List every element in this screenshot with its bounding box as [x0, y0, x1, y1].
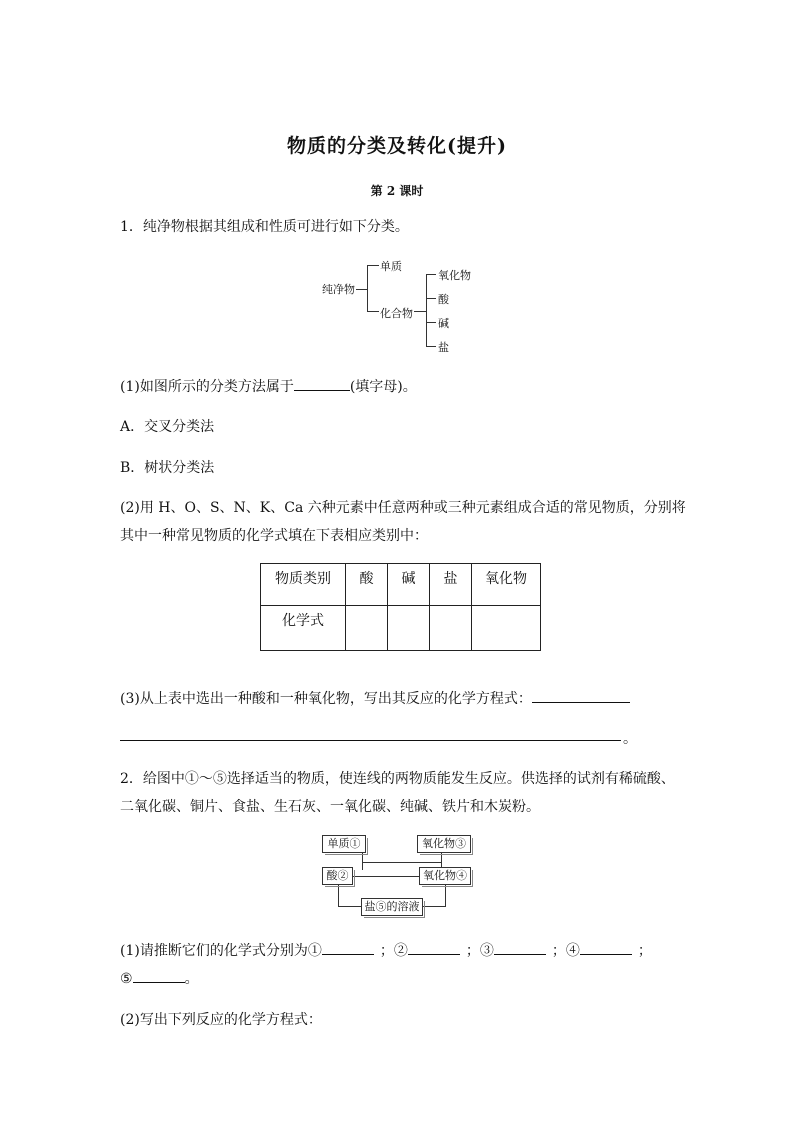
table-header-cell: 物质类别	[261, 564, 346, 606]
page-subtitle: 第 2 课时	[370, 184, 424, 198]
tree-node-oxide: 氧化物	[438, 269, 471, 282]
q2-sep: ；④	[551, 943, 580, 959]
table-row-label: 化学式	[261, 606, 346, 651]
q2-circle5: ⑤	[120, 971, 133, 987]
q1-part1-suffix: (填字母)。	[349, 379, 417, 395]
diagram-box-salt-solution: 盐⑤的溶液	[361, 898, 423, 916]
q2-sep: ；③	[465, 943, 494, 959]
q1-part3-text: (3)从上表中选出一种酸和一种氧化物，写出其反应的化学方程式：	[120, 691, 532, 707]
answer-blank[interactable]	[580, 940, 632, 955]
tree-node-salt: 盐	[438, 341, 449, 354]
tree-root: 纯净物	[322, 283, 355, 296]
q2-sep: ；	[637, 943, 652, 959]
table-cell-oxide[interactable]	[472, 606, 541, 651]
tree-connector	[414, 311, 426, 312]
table-cell-salt[interactable]	[430, 606, 472, 651]
diagram-box-acid: 酸②	[322, 867, 353, 885]
q1-part1	[120, 376, 417, 396]
table-header-cell: 酸	[346, 564, 388, 606]
table-cell-acid[interactable]	[346, 606, 388, 651]
table-cell-base[interactable]	[388, 606, 430, 651]
tree-connector	[426, 274, 436, 275]
table-header-cell: 碱	[388, 564, 430, 606]
answer-blank[interactable]	[494, 940, 546, 955]
table-header-cell: 盐	[430, 564, 472, 606]
tree-connector	[367, 265, 368, 312]
q2-part1	[120, 940, 652, 960]
diagram-box-oxide3: 氧化物③	[417, 835, 471, 853]
q1-part2-line1: (2)用 H、O、S、N、K、Ca 六种元素中任意两种或三种元素组成合适的常见物质，分别将	[120, 500, 686, 516]
diagram-connector	[362, 862, 442, 863]
tree-connector	[426, 322, 436, 323]
tree-connector	[426, 274, 427, 347]
answer-blank[interactable]	[133, 968, 185, 983]
table-row	[261, 606, 541, 651]
q1-part3	[120, 688, 630, 708]
option-b: B．树状分类法	[120, 460, 215, 476]
answer-blank[interactable]	[408, 940, 460, 955]
q1-stem: 1．纯净物根据其组成和性质可进行如下分类。	[120, 219, 409, 235]
tree-node-base: 碱	[438, 317, 449, 330]
answer-blank[interactable]	[532, 688, 630, 703]
tree-connector	[426, 346, 436, 347]
period: 。	[623, 731, 637, 747]
period: 。	[184, 971, 199, 987]
q2-stem-line1: 2．给图中①～⑤选择适当的物质，使连线的两物质能发生反应。供选择的试剂有稀硫酸、	[120, 771, 675, 787]
diagram-box-oxide4: 氧化物④	[419, 867, 471, 885]
answer-line[interactable]	[120, 740, 621, 741]
classification-table	[260, 563, 541, 651]
answer-blank[interactable]	[322, 940, 374, 955]
tree-node-element: 单质	[380, 260, 402, 273]
diagram-box-element: 单质①	[322, 835, 366, 853]
q2-part1-text: (1)请推断它们的化学式分别为①	[120, 943, 322, 959]
answer-blank[interactable]	[294, 376, 350, 391]
q2-sep: ；②	[379, 943, 408, 959]
table-row	[261, 564, 541, 606]
diagram-connector	[338, 906, 362, 907]
q2-part1-line2	[120, 968, 199, 988]
option-a: A．交叉分类法	[120, 419, 215, 435]
tree-connector	[367, 311, 379, 312]
q1-part1-text: (1)如图所示的分类方法属于	[120, 379, 294, 395]
tree-connector	[426, 298, 436, 299]
diagram-connector	[338, 884, 339, 907]
table-header-cell: 氧化物	[472, 564, 541, 606]
tree-node-acid: 酸	[438, 293, 449, 306]
q2-part2: (2)写出下列反应的化学方程式：	[120, 1012, 322, 1028]
q1-part2-line2: 其中一种常见物质的化学式填在下表相应类别中：	[120, 528, 428, 544]
tree-connector	[356, 289, 367, 290]
q2-stem-line2: 二氧化碳、铜片、食盐、生石灰、一氧化碳、纯碱、铁片和木炭粉。	[120, 799, 540, 815]
page-title: 物质的分类及转化(提升)	[287, 135, 507, 157]
diagram-connector	[352, 876, 420, 877]
tree-connector	[367, 265, 379, 266]
tree-node-compound: 化合物	[380, 307, 413, 320]
diagram-connector	[445, 884, 446, 907]
